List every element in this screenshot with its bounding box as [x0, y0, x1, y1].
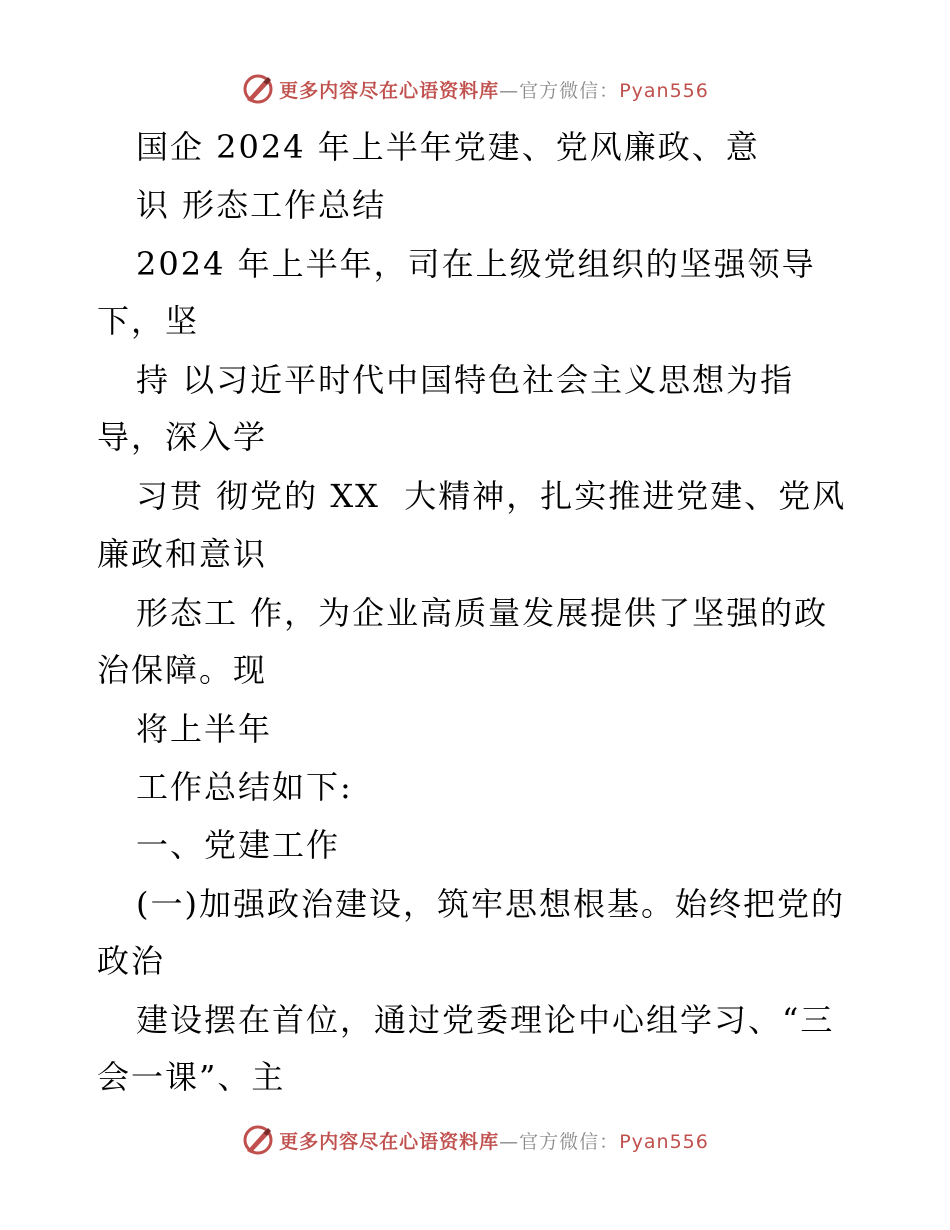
header-wechat-id: Pyan556: [619, 79, 709, 102]
paragraph-line: (一)加强政治建设，筑牢思想根基。始终把党的: [136, 885, 845, 923]
document-title-line-2: 识 形态工作总结: [136, 186, 387, 224]
footer-library-text: 更多内容尽在心语资料库: [279, 1130, 500, 1153]
header-wechat-label: 官方微信：: [519, 79, 620, 102]
paragraph-line: 会一课”、主: [97, 1058, 286, 1096]
paragraph-line: 建设摆在首位，通过党委理论中心组学习、“三: [136, 1001, 835, 1039]
paragraph-line: 导，深入学: [97, 418, 268, 456]
footer-wechat-id: Pyan556: [619, 1130, 709, 1153]
document-title-line-1: 国企 2024 年上半年党建、党风廉政、意: [136, 128, 760, 166]
paragraph-line: 廉政和意识: [97, 535, 268, 573]
footer-separator: —: [499, 1130, 520, 1153]
paragraph-line: 习贯 彻党的 XX 大精神，扎实推进党建、党风: [136, 477, 847, 515]
pen-logo-icon: [241, 1123, 275, 1157]
paragraph-line: 持 以习近平时代中国特色社会主义思想为指: [136, 361, 795, 399]
paragraph-line: 下，坚: [97, 302, 200, 340]
paragraph-line: 将上半年: [136, 710, 273, 748]
paragraph-line: 形态工 作，为企业高质量发展提供了坚强的政: [136, 594, 829, 632]
section-heading: 一、党建工作: [136, 826, 341, 864]
paragraph-line: 工作总结如下:: [136, 768, 353, 806]
paragraph-line: 治保障。现: [97, 651, 268, 689]
footer-banner-text: [279, 1127, 709, 1154]
header-library-text: 更多内容尽在心语资料库: [279, 79, 500, 102]
footer-banner: [0, 1120, 950, 1160]
footer-wechat-label: 官方微信：: [519, 1130, 620, 1153]
paragraph-line: 政治: [97, 942, 166, 980]
paragraph-line: 2024 年上半年，司在上级党组织的坚强领导: [136, 245, 816, 283]
header-separator: —: [499, 79, 520, 102]
